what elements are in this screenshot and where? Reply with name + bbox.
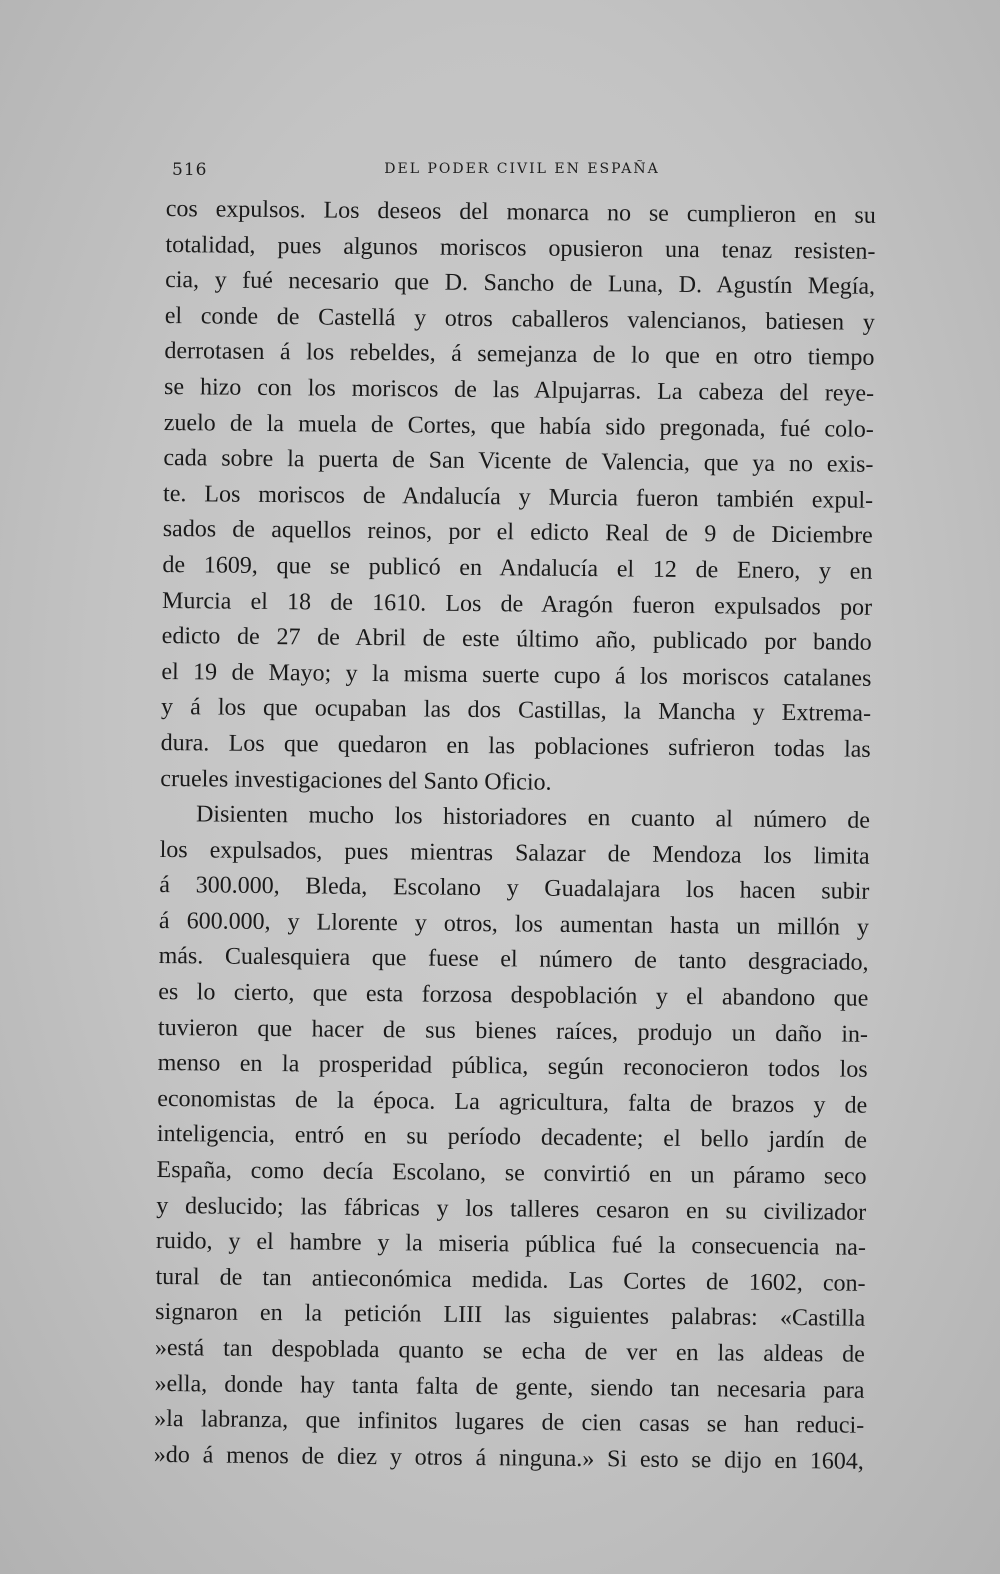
text-line: los expulsados, pues mientras Salazar de Mendoza los limita xyxy=(159,836,870,870)
text-line: economistas de la época. La agricultura, falta de brazos y de xyxy=(157,1085,868,1119)
page-number: 516 xyxy=(172,160,208,180)
text-line: á 600.000, y Llorente y otros, los aumentan hasta un millón y xyxy=(158,907,870,941)
text-line: inteligencia, entró en su período decadente; el bello jardín de xyxy=(156,1121,868,1155)
text-line: es lo cierto, que esta forzosa despoblación y el abandono que xyxy=(158,979,869,1012)
text-line: cada sobre la puerta de San Vicente de Valencia, que ya no exis- xyxy=(163,445,874,478)
text-line: España, como decía Escolano, se convirtió en un páramo seco xyxy=(156,1156,867,1190)
text-line: tuvieron que hacer de sus bienes raíces, produjo un daño in- xyxy=(157,1014,869,1048)
text-line: »do á menos de diez y otros á ninguna.» Si esto se dijo en 1604, xyxy=(153,1441,864,1475)
text-line: signaron en la petición LIII las siguientes palabras: «Castilla xyxy=(155,1299,866,1333)
text-line: más. Cualesquiera que fuese el número de tanto desgraciado, xyxy=(158,943,869,977)
text-line: á 300.000, Bleda, Escolano y Guadalajara los hacen subir xyxy=(159,872,870,906)
text-line: te. Los moriscos de Andalucía y Murcia fueron también expul- xyxy=(162,480,874,514)
running-title: DEL PODER CIVIL EN ESPAÑA xyxy=(384,161,660,177)
text-line: el 19 de Mayo; y la misma suerte cupo á los moriscos catalanes xyxy=(161,658,872,692)
text-line: de 1609, que se publicó en Andalucía el 12 de Enero, y en xyxy=(162,551,873,585)
paragraph xyxy=(154,797,870,1480)
text-line: Disienten mucho los historiadores en cuanto al número de xyxy=(195,801,871,834)
text-line: »está tan despoblada quanto se echa de ver en las aldeas de xyxy=(154,1334,865,1368)
text-line: derrotasen á los rebeldes, á semejanza de lo que en otro tiempo xyxy=(164,338,875,372)
text-line: el conde de Castellá y otros caballeros valencianos, batiesen y xyxy=(164,302,875,336)
text-line: crueles investigaciones del Santo Oficio. xyxy=(160,765,552,796)
text-line: tural de tan antieconómica medida. Las Cortes de 1602, con- xyxy=(155,1263,866,1297)
body-text xyxy=(154,192,876,1480)
text-line: »ella, donde hay tanta falta de gente, siendo tan necesaria para xyxy=(154,1370,865,1404)
text-line: sados de aquellos reinos, por el edicto Real de 9 de Diciembre xyxy=(162,516,873,550)
text-line: dura. Los que quedaron en las poblaciones sufrieron todas las xyxy=(160,729,871,763)
text-line: cos expulsos. Los deseos del monarca no se cumplieron en su xyxy=(165,195,876,229)
text-line: y á los que ocupaban las dos Castillas, la Mancha y Extrema- xyxy=(160,694,872,728)
text-line: zuelo de la muela de Cortes, que había sido pregonada, fué colo- xyxy=(163,409,874,443)
text-line: Murcia el 18 de 1610. Los de Aragón fueron expulsados por xyxy=(161,587,873,621)
paragraph xyxy=(160,192,876,804)
text-line: cia, y fué necesario que D. Sancho de Luna, D. Agustín Megía, xyxy=(165,267,876,300)
text-line: edicto de 27 de Abril de este último año, publicado por bando xyxy=(161,623,872,656)
text-line: ruido, y el hambre y la miseria pública fué la consecuencia na- xyxy=(155,1228,867,1261)
text-line: y deslucido; las fábricas y los talleres cesaron en su civilizador xyxy=(156,1192,867,1226)
text-line: se hizo con los moriscos de las Alpujarras. La cabeza del reye- xyxy=(164,373,875,407)
text-line: menso en la prosperidad pública, según reconocieron todos los xyxy=(157,1050,868,1084)
text-line: totalidad, pues algunos moriscos opusieron una tenaz resisten- xyxy=(165,231,876,265)
running-head xyxy=(172,160,872,188)
text-line: »la labranza, que infinitos lugares de cien casas se han reduci- xyxy=(154,1406,865,1439)
